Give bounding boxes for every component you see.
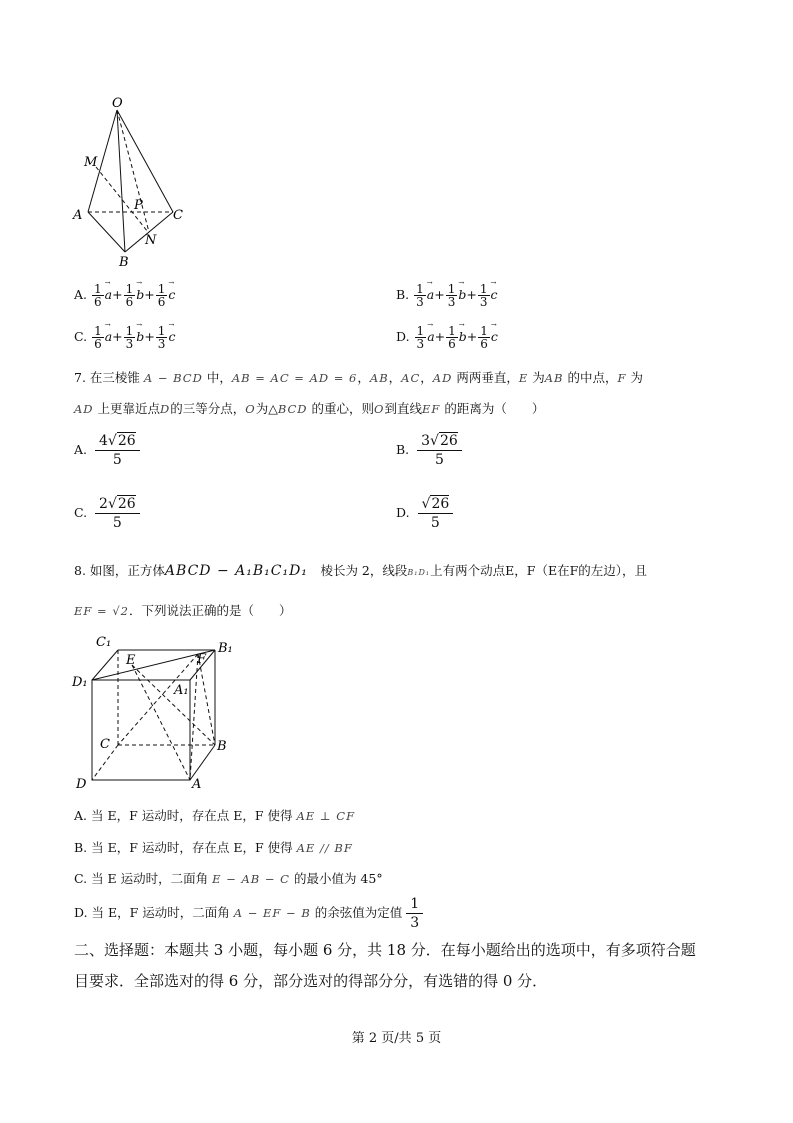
q7-stem-line2: AD 上更靠近点D的三等分点，O为△BCD 的重心，则O到直线EF 的距离为（ ） [74,401,545,416]
cube-figure [70,630,245,795]
page-footer: 第 2 页/共 5 页 [351,1031,442,1046]
q6-option-b[interactable]: B. $\frac{1}{3}$ → a+ $\frac{1}{3}$ → b+ $\frac{1}{3}$ → c [396,283,498,308]
cube-label-b: B [217,739,227,754]
cube-label-a: A [192,777,202,792]
label-M: M [84,155,98,170]
label-A: A [73,208,83,223]
tetrahedron-figure [70,92,200,272]
q7-option-c[interactable]: C. $\frac{2√26}{5}$ [74,495,140,532]
q8-option-c[interactable]: C. 当 E 运动时，二面角 E − AB − C 的最小值为 45° [74,871,383,886]
cube-label-d1: D₁ [72,675,88,690]
q6-option-d[interactable]: D. $\frac{1}{3}$ → a+ $\frac{1}{6}$ → b+ $\frac{1}{6}$ → c [396,325,498,350]
label-B: B [119,255,129,270]
q8-stem-line1: 8. 如图，正方体ABCD − A₁B₁C₁D₁ 棱长为 2，线段B₁D₁上有两个动点E，F（E在F的左边），且 [74,563,648,579]
cube-label-a1: A₁ [174,683,189,698]
label-P: P [134,198,143,213]
cube-label-d: D [76,777,87,792]
q8-option-a[interactable]: A. 当 E，F 运动时，存在点 E，F 使得 AE ⊥ CF [74,808,356,823]
q7-option-b[interactable]: B. $\frac{3√26}{5}$ [396,432,462,469]
cube-label-c1: C₁ [96,635,112,650]
q8-option-d[interactable]: D. 当 E，F 运动时，二面角 A − EF − B 的余弦值为定值 $\frac{1}{3}$ [74,895,423,932]
q8-stem-line2: EF = √2．下列说法正确的是（ ） [74,603,292,618]
q6-option-c[interactable]: C. $\frac{1}{6}$ → a+ $\frac{1}{3}$ → b+ $\frac{1}{3}$ → c [74,325,175,350]
cube-label-f: F [197,652,207,667]
section-2-instructions-line1: 二、选择题：本题共 3 小题，每小题 6 分，共 18 分．在每小题给出的选项中，有多项符合题 [74,941,696,959]
label-O: O [112,96,123,111]
q8-option-b[interactable]: B. 当 E，F 运动时，存在点 E，F 使得 AE // BF [74,840,353,855]
q7-option-a[interactable]: A. $\frac{4√26}{5}$ [74,432,140,469]
cube-label-c: C [100,737,110,752]
label-C: C [173,208,183,223]
label-N: N [145,233,157,248]
q7-option-d[interactable]: D. $\frac{√26}{5}$ [396,495,453,532]
q6-option-a[interactable]: A. $\frac{1}{6}$ → a+ $\frac{1}{6}$ → b+ $\frac{1}{6}$ → c [74,283,175,308]
section-2-instructions-line2: 目要求．全部选对的得 6 分，部分选对的得部分分，有选错的得 0 分． [74,972,548,990]
cube-label-e: E [126,653,136,668]
cube-label-b1: B₁ [218,641,233,656]
q7-stem-line1: 7. 在三棱锥 A − BCD 中，AB = AC = AD = 6，AB，AC，AD 两两垂直，E 为AB 的中点，F 为 [74,370,643,385]
